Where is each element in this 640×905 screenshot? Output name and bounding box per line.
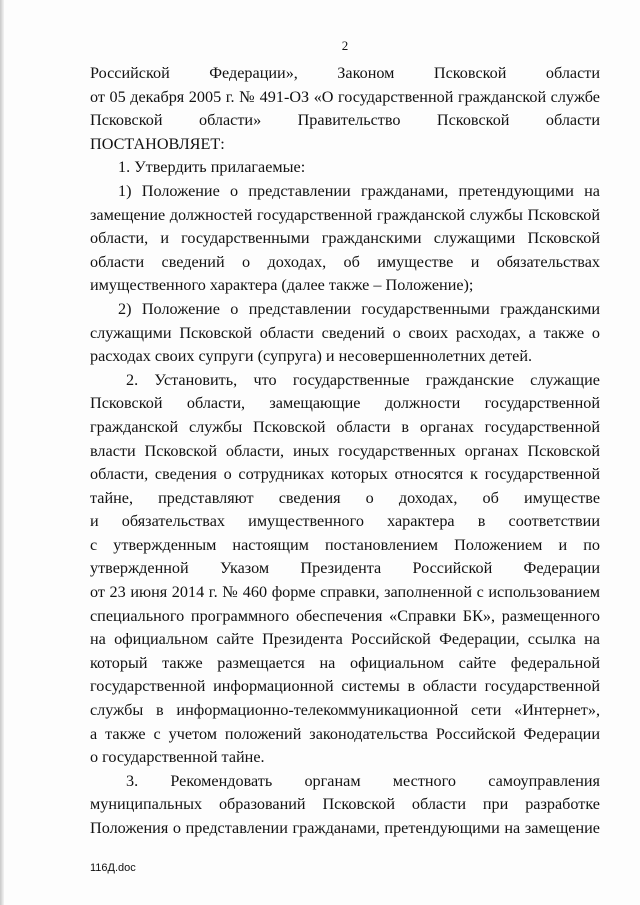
document-body <box>90 62 600 841</box>
text-line: служащими Псковской области сведений о своих расходах, а также о <box>90 323 600 342</box>
file-name-footer: 116Д.doc <box>90 862 136 874</box>
text-line: тайне, представляют сведения о доходах, об имуществе <box>90 488 600 507</box>
text-line: 2. Установить, что государственные гражданские служащие <box>126 370 600 389</box>
text-line: Российской Федерации», Законом Псковской области <box>90 64 600 82</box>
text-line: власти Псковской области, иных государственных органах Псковской <box>90 441 600 460</box>
text-line: а также с учетом положений законодательства Российской Федерации <box>90 724 600 743</box>
text-line: гражданской службы Псковской области в органах государственной <box>90 417 600 436</box>
text-line: от 05 декабря 2005 г. № 491-ОЗ «О государственной гражданской службе <box>90 87 600 106</box>
text-line: с утвержденным настоящим постановлением Положением и по <box>90 535 600 554</box>
text-line: который также размещается на официальном сайте федеральной <box>90 653 600 672</box>
text-line: расходах своих супруги (супруга) и несовершеннолетних детей. <box>90 347 533 366</box>
text-line: Псковской области» Правительство Псковской области <box>90 111 600 130</box>
text-line: 1) Положение о представлении гражданами, претендующими на <box>118 181 600 200</box>
text-line: 3. Рекомендовать органам местного самоуправления <box>126 771 600 790</box>
page-number: 2 <box>341 38 349 53</box>
text-line: области сведений о доходах, об имуществе и обязательствах <box>90 252 600 271</box>
text-line: 2) Положение о представлении государственными гражданскими <box>118 299 600 318</box>
text-line: утвержденной Указом Президента Российской Федерации <box>90 559 600 578</box>
text-line: на официальном сайте Президента Российской Федерации, ссылка на <box>90 630 600 649</box>
text-line: специального программного обеспечения «Справки БК», размещенного <box>90 606 600 625</box>
text-line: замещение должностей государственной гражданской службы Псковской <box>90 205 600 224</box>
text-line: и обязательствах имущественного характера в соответствии <box>90 512 600 531</box>
text-line: от 23 июня 2014 г. № 460 форме справки, заполненной с использованием <box>90 583 600 602</box>
text-line: о государственной тайне. <box>90 748 265 767</box>
text-line: ПОСТАНОВЛЯЕТ: <box>90 134 225 153</box>
text-line: области, сведения о сотрудниках которых относятся к государственной <box>90 465 600 484</box>
text-line: области, и государственными гражданскими служащими Псковской <box>90 229 600 248</box>
text-line: муниципальных образований Псковской области при разработке <box>90 795 600 814</box>
text-line: Положения о представлении гражданами, претендующими на замещение <box>90 819 600 837</box>
text-line: государственной информационной системы в области государственной <box>90 677 600 696</box>
text-line: имущественного характера (далее также – Положение); <box>90 276 474 295</box>
text-line: службы в информационно-телекоммуникационной сети «Интернет», <box>90 701 600 720</box>
text-line: Псковской области, замещающие должности государственной <box>90 394 600 413</box>
text-line: 1. Утвердить прилагаемые: <box>118 158 306 177</box>
scan-edge <box>0 0 4 905</box>
